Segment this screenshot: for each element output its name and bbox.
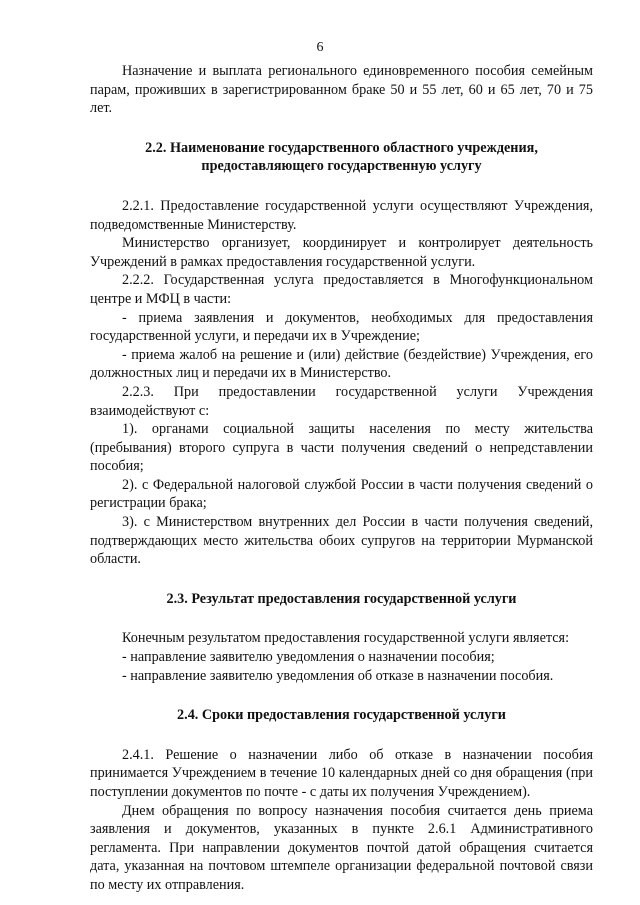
spacer	[90, 176, 593, 197]
list-item-mfc-applications: - приема заявления и документов, необходимых для предоставления государственной услуги, и передачи их в Учреждение;	[90, 309, 593, 345]
paragraph-2-2-2: 2.2.2. Государственная услуга предоставляется в Многофункциональном центре и МФЦ в части:	[90, 272, 593, 307]
list-item-tax-service: 2). с Федеральной налоговой службой России в части получения сведений о регистрации брака;	[90, 476, 593, 512]
spacer	[90, 118, 593, 139]
section-2-2-heading-line2: предоставляющего государственную услугу	[201, 158, 482, 175]
paragraph-2-2-1: 2.2.1. Предоставление государственной услуги осуществляют Учреждения, подведомственные Министерству.	[90, 197, 593, 233]
paragraph-application-date: Днем обращения по вопросу назначения пособия считается день приема заявления и документов, указанных в пункте 2.6.1 Административного регламента. При направлении документов почтой датой обращения считается дата, указанная на почтовом штемпеле организации федеральной почтовой связи по месту их отправления.	[90, 802, 593, 893]
spacer	[90, 608, 593, 629]
list-item-interior-ministry: 3). с Министерством внутренних дел России в части получения сведений, подтверждающих место жительства обоих супругов на территории Мурманской области.	[90, 514, 593, 568]
section-2-4-heading: 2.4. Сроки предоставления государственной услуги	[177, 707, 506, 724]
intro-paragraph: Назначение и выплата регионального единовременного пособия семейным парам, проживших в зарегистрированном браке 50 и 55 лет, 60 и 65 лет, 70 и 75 лет.	[90, 63, 593, 117]
list-item-refusal-notice: - направление заявителю уведомления об отказе в назначении пособия.	[122, 667, 554, 684]
section-2-2-heading-line1: 2.2. Наименование государственного областного учреждения,	[145, 139, 538, 156]
page-number: 6	[316, 40, 324, 55]
section-2-2-heading	[90, 139, 593, 176]
paragraph-2-4-1: 2.4.1. Решение о назначении либо об отказе в назначении пособия принимается Учреждением в течение 10 календарных дней со дня обращения (при поступлении документов по почте - с даты их получения Учреждением).	[90, 746, 593, 800]
paragraph-final-result: Конечным результатом предоставления государственной услуги является:	[122, 630, 570, 647]
spacer	[90, 725, 593, 746]
paragraph-2-2-3: 2.2.3. При предоставлении государственной услуги Учреждения взаимодействуют с:	[90, 383, 593, 419]
document-body	[90, 62, 593, 895]
paragraph-ministry-role: Министерство организует, координирует и контролирует деятельность Учреждений в рамках предоставления государственной услуги.	[90, 235, 593, 270]
section-2-3-heading: 2.3. Результат предоставления государственной услуги	[166, 590, 517, 607]
list-item-mfc-complaints: - приема жалоб на решение и (или) действие (бездействие) Учреждения, его должностных лиц и передачи их в Министерство.	[90, 346, 593, 382]
spacer	[90, 685, 593, 706]
list-item-approval-notice: - направление заявителю уведомления о назначении пособия;	[122, 649, 495, 666]
spacer	[90, 569, 593, 590]
list-item-social-protection: 1). органами социальной защиты населения по месту жительства (пребывания) второго супруга в части получения сведений о непредставлении пособия;	[90, 421, 593, 475]
